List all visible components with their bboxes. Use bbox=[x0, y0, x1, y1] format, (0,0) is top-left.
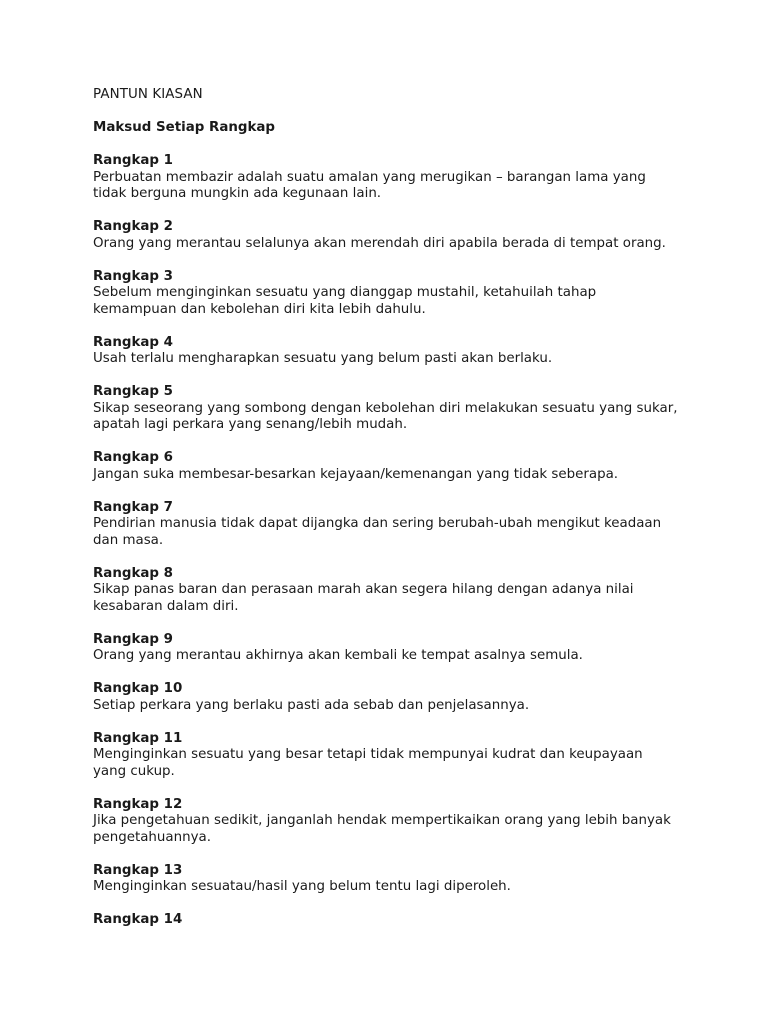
stanza-text: Menginginkan sesuatu yang besar tetapi tidak mempunyai kudrat dan keupayaan yang cukup. bbox=[93, 747, 643, 779]
stanza-text: Sikap seseorang yang sombong dengan kebolehan diri melakukan sesuatu yang sukar, apatah lagi perkara yang senang/lebih mudah. bbox=[93, 400, 678, 432]
stanza-title: Rangkap 14 bbox=[93, 912, 183, 927]
stanza-text: Orang yang merantau akhirnya akan kembali ke tempat asalnya semula. bbox=[93, 648, 583, 663]
stanza-text: Perbuatan membazir adalah suatu amalan yang merugikan – barangan lama yang tidak berguna mungkin ada kegunaan lain. bbox=[93, 169, 646, 201]
stanza-title: Rangkap 13 bbox=[93, 862, 183, 878]
section-heading: Maksud Setiap Rangkap bbox=[93, 120, 276, 135]
stanza-2 bbox=[93, 219, 693, 252]
stanza-13 bbox=[93, 863, 693, 896]
stanza-title: Rangkap 7 bbox=[93, 499, 173, 515]
stanza-4 bbox=[93, 335, 693, 368]
stanza-title: Rangkap 5 bbox=[93, 384, 173, 399]
document-page bbox=[93, 87, 693, 929]
stanza-title: Rangkap 10 bbox=[93, 681, 183, 696]
stanza-text: Jika pengetahuan sedikit, janganlah hendak mempertikaikan orang yang lebih banyak pengetahuannya. bbox=[93, 813, 671, 845]
stanza-title: Rangkap 4 bbox=[93, 334, 173, 350]
stanza-title: Rangkap 12 bbox=[93, 796, 183, 812]
stanza-title: Rangkap 11 bbox=[93, 730, 183, 746]
stanza-title: Rangkap 9 bbox=[93, 631, 173, 647]
stanza-title: Rangkap 2 bbox=[93, 219, 173, 234]
stanza-title: Rangkap 6 bbox=[93, 450, 173, 465]
stanza-title: Rangkap 3 bbox=[93, 268, 173, 284]
stanza-3 bbox=[93, 269, 693, 319]
stanza-text: Pendirian manusia tidak dapat dijangka dan sering berubah-ubah mengikut keadaan dan masa. bbox=[93, 516, 662, 548]
stanza-6 bbox=[93, 450, 693, 483]
stanza-11 bbox=[93, 731, 693, 781]
stanza-9 bbox=[93, 632, 693, 665]
stanza-8 bbox=[93, 566, 693, 616]
stanza-text: Usah terlalu mengharapkan sesuatu yang belum pasti akan berlaku. bbox=[93, 351, 553, 366]
stanza-text: Jangan suka membesar-besarkan kejayaan/kemenangan yang tidak seberapa. bbox=[93, 466, 619, 482]
stanza-1 bbox=[93, 153, 693, 203]
stanza-text: Sikap panas baran dan perasaan marah akan segera hilang dengan adanya nilai kesabaran dalam diri. bbox=[93, 582, 634, 614]
stanza-14 bbox=[93, 912, 693, 929]
stanza-text: Sebelum menginginkan sesuatu yang dianggap mustahil, ketahuilah tahap kemampuan dan kebolehan diri kita lebih dahulu. bbox=[93, 285, 597, 317]
stanza-text: Menginginkan sesuatau/hasil yang belum tentu lagi diperoleh. bbox=[93, 879, 511, 894]
stanza-10 bbox=[93, 681, 693, 714]
stanza-5 bbox=[93, 384, 693, 434]
stanza-12 bbox=[93, 797, 693, 847]
stanza-text: Orang yang merantau selalunya akan merendah diri apabila berada di tempat orang. bbox=[93, 235, 666, 251]
stanza-7 bbox=[93, 500, 693, 550]
stanza-title: Rangkap 1 bbox=[93, 153, 173, 168]
document-title: PANTUN KIASAN bbox=[93, 87, 203, 102]
stanza-title: Rangkap 8 bbox=[93, 565, 173, 581]
stanza-text: Setiap perkara yang berlaku pasti ada sebab dan penjelasannya. bbox=[93, 697, 530, 713]
